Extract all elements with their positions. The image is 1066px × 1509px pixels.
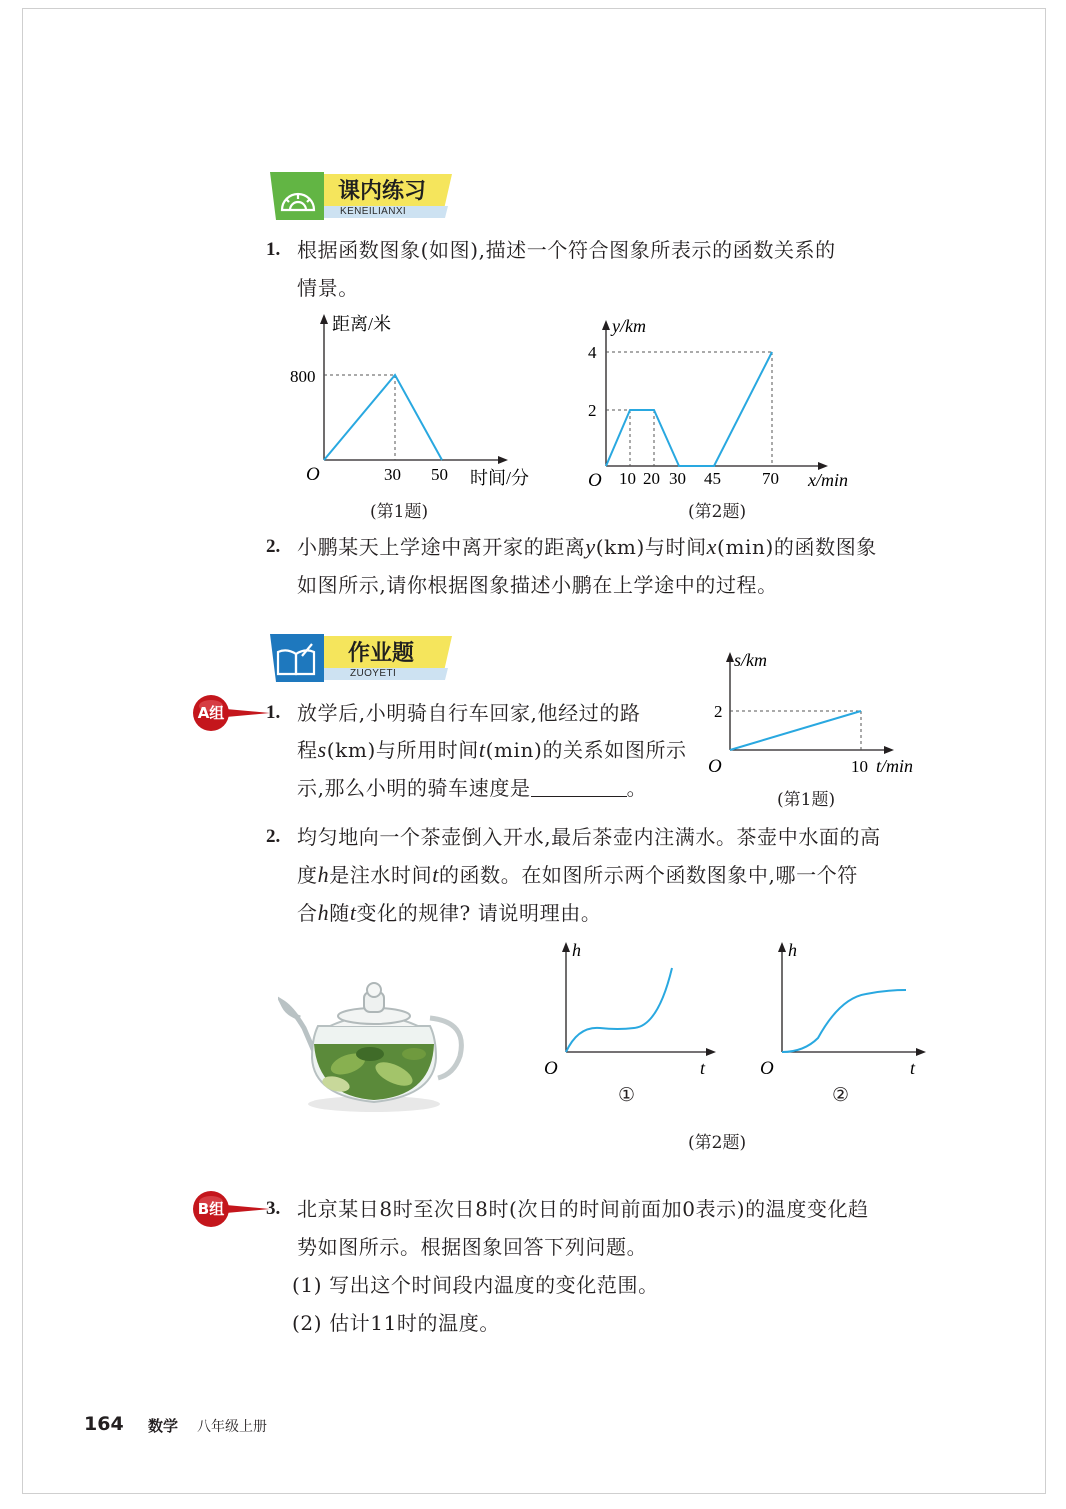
group-b-badge: B组 xyxy=(192,1190,240,1228)
y-tick-label: 2 xyxy=(714,702,723,721)
graph-label-2: ② xyxy=(832,1084,850,1106)
x-axis-label: x/min xyxy=(808,470,848,490)
x-tick-label: 50 xyxy=(431,465,448,484)
function-curve xyxy=(566,968,672,1052)
question-number: 1. xyxy=(266,702,281,723)
section-title: 作业题 xyxy=(348,641,415,666)
question-text: 放学后,小明骑自行车回家,他经过的路 xyxy=(297,701,641,725)
y-axis-label: h xyxy=(572,940,581,960)
y-axis-arrow xyxy=(778,942,786,952)
question-text: 情景。 xyxy=(297,276,359,300)
question-number: 3. xyxy=(266,1198,281,1219)
question-text: 根据函数图象(如图),描述一个符合图象所表示的函数关系的 xyxy=(297,238,836,262)
teapot-image xyxy=(278,978,470,1116)
x-tick-label: 70 xyxy=(762,469,779,488)
question-number: 1. xyxy=(266,239,281,260)
y-axis-arrow xyxy=(320,314,328,324)
figure-distance-min xyxy=(580,308,870,508)
question-text: 势如图所示。根据图象回答下列问题。 xyxy=(297,1235,648,1259)
section-subtitle: ZUOYETI xyxy=(350,668,397,679)
sub-question: (2) 估计11时的温度。 xyxy=(292,1311,500,1335)
x-axis-arrow xyxy=(916,1048,926,1056)
y-tick-label: 2 xyxy=(588,401,597,420)
answer-blank xyxy=(531,774,627,797)
x-axis-arrow xyxy=(706,1048,716,1056)
figure-distance-time xyxy=(280,308,550,508)
figure-graph-2 xyxy=(754,936,944,1086)
y-tick-label: 4 xyxy=(588,343,597,362)
function-graph xyxy=(324,375,442,460)
section-banner-practice xyxy=(266,170,456,222)
x-tick-label: 45 xyxy=(704,469,721,488)
question-number: 2. xyxy=(266,826,281,847)
section-title: 课内练习 xyxy=(338,179,427,204)
subject-label: 数学 xyxy=(148,1417,179,1435)
sub-question: (1) 写出这个时间段内温度的变化范围。 xyxy=(292,1273,659,1297)
x-axis-arrow xyxy=(884,746,894,754)
function-curve xyxy=(782,990,906,1052)
x-tick-label: 30 xyxy=(384,465,401,484)
question-text: 度h是注水时间t的函数。在如图所示两个函数图象中,哪一个符 xyxy=(297,862,858,887)
y-axis-label: 距离/米 xyxy=(332,314,392,334)
question-text: 北京某日8时至次日8时(次日的时间前面加0表示)的温度变化趋 xyxy=(297,1197,869,1221)
y-axis-arrow xyxy=(602,320,610,330)
origin-label: O xyxy=(306,464,320,485)
origin-label: O xyxy=(588,470,602,491)
figure-speed xyxy=(700,640,940,790)
question-text: 小鹏某天上学途中离开家的距离y(km)与时间x(min)的函数图象 xyxy=(297,534,877,559)
grade-label: 八年级上册 xyxy=(197,1419,267,1435)
figure-graph-1 xyxy=(538,936,728,1086)
origin-label: O xyxy=(544,1058,558,1079)
origin-label: O xyxy=(708,756,722,777)
question-text: 示,那么小明的骑车速度是 。 xyxy=(297,776,648,800)
question-number: 2. xyxy=(266,536,281,557)
x-axis-label: 时间/分 xyxy=(470,468,530,488)
section-banner-homework xyxy=(266,632,456,684)
question-text: 如图所示,请你根据图象描述小鹏在上学途中的过程。 xyxy=(297,573,778,597)
x-axis-arrow xyxy=(498,456,508,464)
page-number: 164 xyxy=(84,1413,124,1435)
y-tick-label: 800 xyxy=(290,367,316,386)
figure-caption: (第1题) xyxy=(370,502,429,522)
x-tick-label: 10 xyxy=(619,469,636,488)
y-axis-arrow xyxy=(562,942,570,952)
x-axis-label: t/min xyxy=(876,756,914,776)
y-axis-label: s/km xyxy=(734,650,767,670)
x-tick-label: 20 xyxy=(643,469,660,488)
figure-caption: (第2题) xyxy=(688,502,747,522)
question-text: 合h随t变化的规律? 请说明理由。 xyxy=(297,900,602,925)
y-axis-label: y/km xyxy=(612,316,646,336)
function-graph xyxy=(606,352,772,466)
origin-label: O xyxy=(760,1058,774,1079)
graph-label-1: ① xyxy=(618,1084,636,1106)
x-axis-arrow xyxy=(818,462,828,470)
y-axis-arrow xyxy=(726,652,734,662)
figure-caption: (第2题) xyxy=(688,1133,747,1153)
x-axis-label: t xyxy=(910,1058,916,1078)
function-graph xyxy=(730,711,861,750)
section-subtitle: KENEILIANXI xyxy=(340,206,407,217)
y-axis-label: h xyxy=(788,940,797,960)
question-text: 程s(km)与所用时间t(min)的关系如图所示 xyxy=(297,737,687,762)
x-axis-label: t xyxy=(700,1058,706,1078)
x-tick-label: 30 xyxy=(669,469,686,488)
question-text: 均匀地向一个茶壶倒入开水,最后茶壶内注满水。茶壶中水面的高 xyxy=(297,825,881,849)
figure-caption: (第1题) xyxy=(777,790,836,810)
x-tick-label: 10 xyxy=(851,757,868,776)
group-a-badge: A组 xyxy=(192,694,240,732)
